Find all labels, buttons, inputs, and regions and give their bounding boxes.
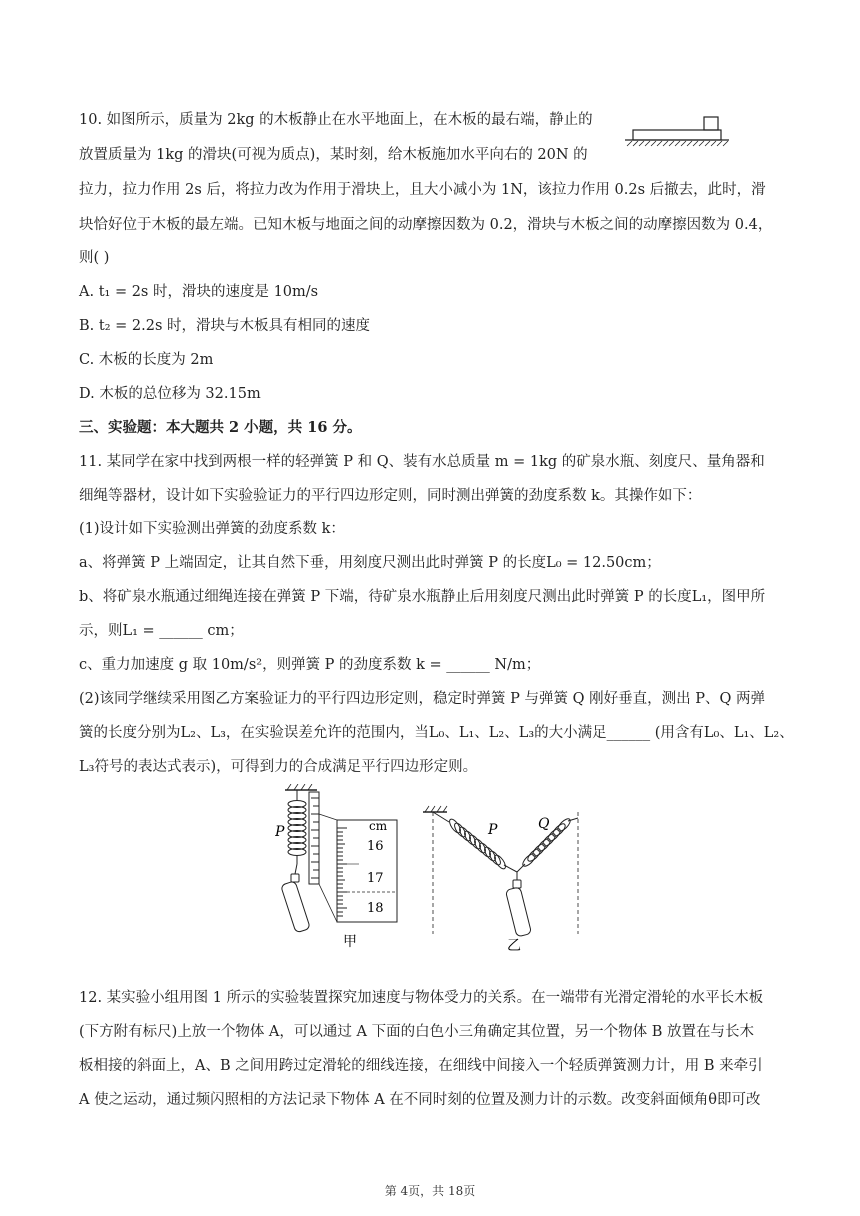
q12-line-1: 12. 某实验小组用图 1 所示的实验装置探究加速度与物体受力的关系。在一端带有光滑定滑轮的水平长木板 (79, 990, 764, 1006)
q11-line-8: (2)该同学继续采用图乙方案验证力的平行四边形定则，稳定时弹簧 P 与弹簧 Q 刚好垂直，测出 P、Q 两弹 (79, 691, 765, 707)
q11-line-4: a、将弹簧 P 上端固定，让其自然下垂，用刻度尺测出此时弹簧 P 的长度L₀ = 12.50cm； (79, 555, 661, 571)
q11-line-9: 簧的长度分别为L₂、L₃，在实验误差允许的范围内，当L₀、L₁、L₂、L₃的大小满足______ (用含有L₀、L₁、L₂、 (79, 725, 794, 741)
q11-line-7: c、重力加速度 g 取 10m/s²，则弹簧 P 的劲度系数 k = ______ N/m； (79, 657, 541, 673)
q12-line-2: (下方附有标尺)上放一个物体 A，可以通过 A 下面的白色小三角确定其位置，另一个物体 B 放置在与长木 (79, 1024, 754, 1040)
section-heading: 三、实验题：本大题共 2 小题，共 16 分。 (79, 419, 362, 436)
q11-line-10: L₃符号的表达式表示)，可得到力的合成满足平行四边形定则。 (79, 759, 478, 775)
caption-yi: 乙 (507, 938, 521, 954)
q10-line-1: 10. 如图所示，质量为 2kg 的木板静止在水平地面上，在木板的最右端，静止的 (79, 112, 593, 128)
label-p-left: P (275, 824, 285, 840)
q10-line-5: 则( ) (79, 250, 110, 266)
q10-line-3: 拉力，拉力作用 2s 后，将拉力改为作用于滑块上，且大小减小为 1N，该拉力作用 0.2s 后撤去，此时，滑 (79, 182, 766, 198)
small-ruler-shape (309, 792, 337, 922)
slider-block-shape (704, 117, 718, 130)
q12-line-3: 板相接的斜面上，A、B 之间用跨过定滑轮的细线连接，在细线中间接入一个轻质弹簧测力计，用 B 来牵引 (79, 1058, 763, 1074)
q11-line-1: 11. 某同学在家中找到两根一样的轻弹簧 P 和 Q、装有水总质量 m = 1kg 的矿泉水瓶、刻度尺、量角器和 (79, 454, 765, 470)
label-q-right: Q (538, 816, 550, 832)
q10-line-4: 块恰好位于木板的最左端。已知木板与地面之间的动摩擦因数为 0.2，滑块与木板之间的动摩擦因数为 0.4， (79, 217, 773, 233)
ceiling-left (285, 784, 317, 790)
label-p-right: P (488, 822, 498, 838)
caption-jia: 甲 (343, 934, 357, 950)
q11-line-6: 示，则L₁ = ______ cm； (79, 623, 244, 639)
bottle-left-shape (281, 874, 311, 933)
scale-tick-18: 18 (367, 901, 384, 916)
ceiling-right (423, 806, 447, 812)
spring-p-right-shape (433, 812, 517, 872)
board-slider-figure (621, 112, 731, 152)
q10-option-b: B. t₂ = 2.2s 时，滑块与木板具有相同的速度 (79, 318, 370, 334)
q10-option-a: A. t₁ = 2s 时，滑块的速度是 10m/s (79, 284, 319, 300)
q10-option-d: D. 木板的总位移为 32.15m (79, 386, 261, 402)
q12-line-4: A 使之运动，通过频闪照相的方法记录下物体 A 在不同时刻的位置及测力计的示数。改变斜面倾角θ即可改 (79, 1092, 761, 1108)
q11-line-3: (1)设计如下实验测出弹簧的劲度系数 k： (79, 521, 345, 537)
spring-experiment-figure (275, 784, 595, 954)
board-shape (633, 130, 721, 140)
q10-option-c: C. 木板的长度为 2m (79, 352, 214, 368)
page-footer: 第 4页，共 18页 (384, 1184, 476, 1198)
q11-line-5: b、将矿泉水瓶通过细绳连接在弹簧 P 下端，待矿泉水瓶静止后用刻度尺测出此时弹簧 P 的长度L₁，图甲所 (79, 589, 766, 605)
scale-tick-16: 16 (367, 839, 384, 854)
q11-line-2: 细绳等器材，设计如下实验验证力的平行四边形定则，同时测出弹簧的劲度系数 k。其操作如下： (79, 488, 702, 504)
spring-p-shape (288, 790, 306, 874)
scale-tick-17: 17 (367, 871, 384, 886)
ground-hatch (627, 141, 728, 146)
scale-unit: cm (369, 819, 388, 833)
q10-line-2: 放置质量为 1kg 的滑块(可视为质点)，某时刻，给木板施加水平向右的 20N 的 (79, 147, 588, 163)
bottle-right-shape (505, 872, 531, 937)
